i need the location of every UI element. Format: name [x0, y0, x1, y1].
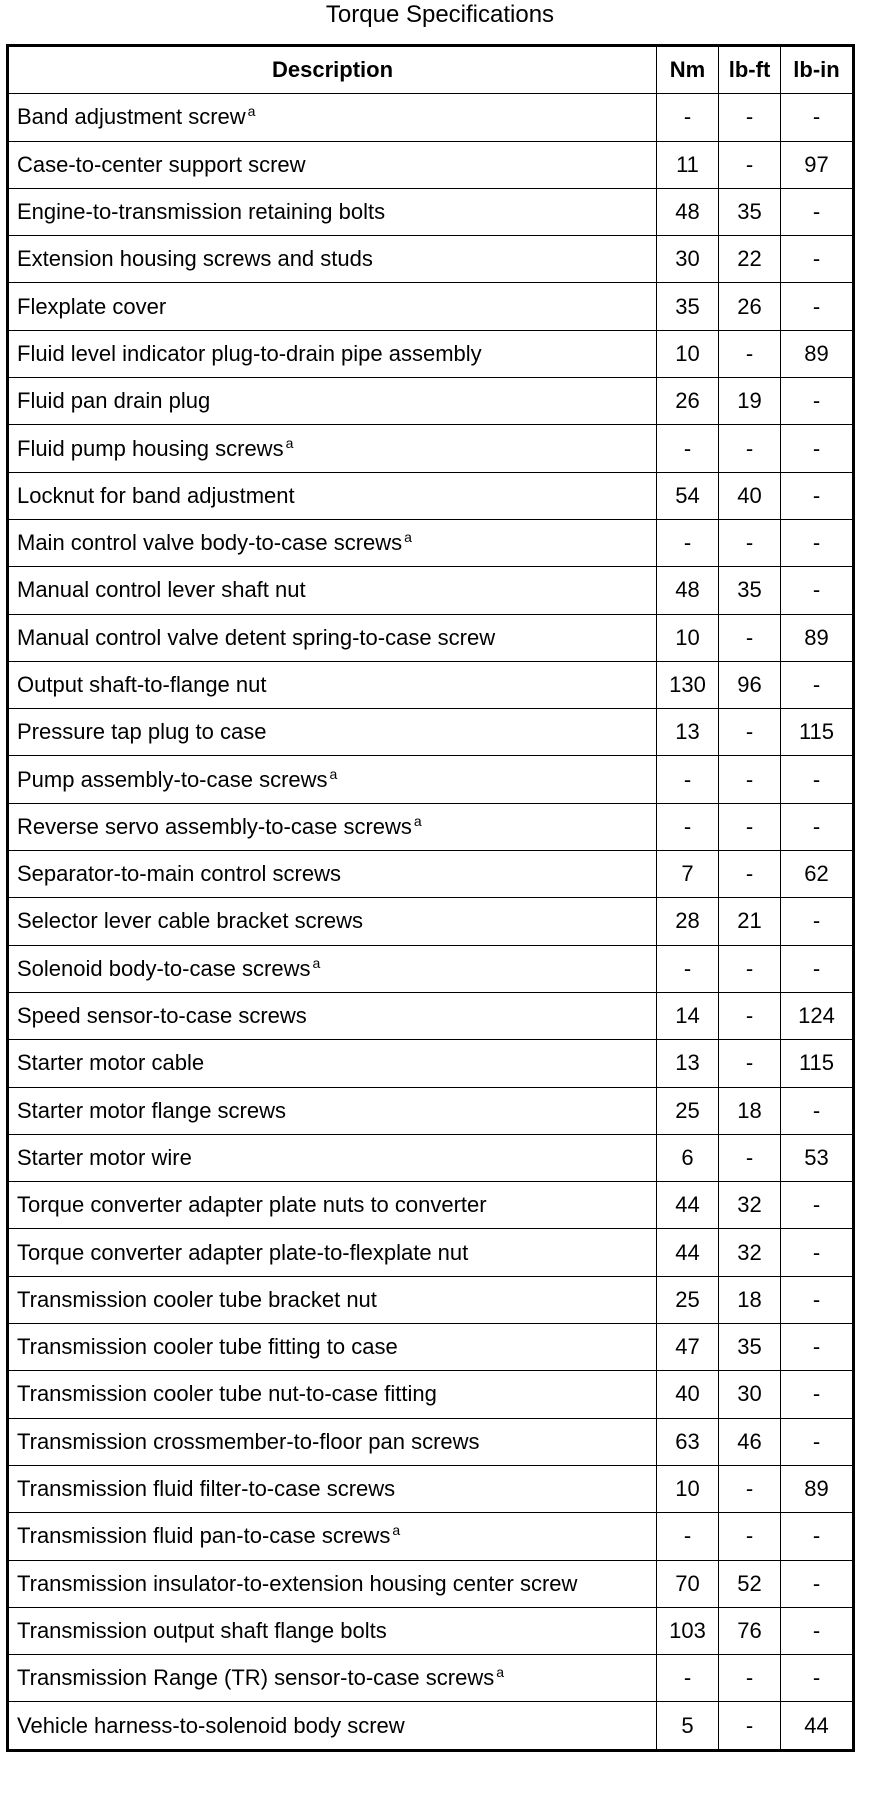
row-description: Fluid level indicator plug-to-drain pipe assembly: [17, 340, 482, 366]
row-lb-in: -: [781, 472, 854, 519]
row-description: Starter motor flange screws: [17, 1097, 286, 1123]
footnote-marker: a: [413, 812, 422, 829]
table-row: [8, 1702, 854, 1750]
row-lb-ft: 35: [719, 188, 781, 235]
row-lb-in: -: [781, 94, 854, 141]
table-row: [8, 1607, 854, 1654]
row-description: Transmission Range (TR) sensor-to-case screws: [17, 1665, 495, 1691]
row-lb-ft: -: [719, 425, 781, 472]
row-lb-in: -: [781, 188, 854, 235]
table-row: [8, 1134, 854, 1181]
table-row: [8, 1040, 854, 1087]
table-row: [8, 898, 854, 945]
table-row: [8, 283, 854, 330]
table-row: [8, 1182, 854, 1229]
row-nm: 44: [657, 1182, 719, 1229]
row-nm: 130: [657, 661, 719, 708]
row-lb-ft: -: [719, 614, 781, 661]
row-lb-ft: 32: [719, 1229, 781, 1276]
header-lb-in: lb-in: [781, 46, 854, 94]
row-lb-in: -: [781, 1560, 854, 1607]
row-lb-in: -: [781, 1276, 854, 1323]
page-title: Torque Specifications: [325, 1, 555, 28]
row-description: Fluid pan drain plug: [17, 388, 211, 414]
row-description: Starter motor cable: [17, 1050, 205, 1076]
row-lb-in: -: [781, 1655, 854, 1702]
row-description-cell: [8, 283, 657, 330]
table-row: [8, 236, 854, 283]
row-lb-in: 115: [781, 709, 854, 756]
row-nm: 103: [657, 1607, 719, 1654]
row-lb-ft: -: [719, 1134, 781, 1181]
row-nm: 10: [657, 330, 719, 377]
table-row: [8, 425, 854, 472]
row-lb-ft: -: [719, 709, 781, 756]
row-description-cell: [8, 803, 657, 850]
row-description-cell: [8, 378, 657, 425]
row-nm: 54: [657, 472, 719, 519]
table-body: [8, 94, 854, 1750]
row-lb-ft: 35: [719, 567, 781, 614]
row-lb-in: -: [781, 1324, 854, 1371]
row-nm: 25: [657, 1087, 719, 1134]
row-description: Pump assembly-to-case screws: [17, 766, 328, 792]
row-lb-ft: 18: [719, 1276, 781, 1323]
row-description-cell: [8, 851, 657, 898]
table-row: [8, 803, 854, 850]
row-nm: -: [657, 94, 719, 141]
row-description-cell: [8, 567, 657, 614]
row-nm: 11: [657, 141, 719, 188]
row-description: Fluid pump housing screws: [17, 435, 284, 461]
row-lb-in: -: [781, 519, 854, 566]
footnote-marker: a: [247, 103, 256, 120]
row-lb-in: 97: [781, 141, 854, 188]
row-description: Selector lever cable bracket screws: [17, 908, 364, 934]
row-lb-ft: -: [719, 141, 781, 188]
table-row: [8, 378, 854, 425]
footnote-marker: a: [392, 1522, 401, 1539]
row-lb-ft: -: [719, 519, 781, 566]
row-description: Case-to-center support screw: [17, 151, 306, 177]
row-nm: 26: [657, 378, 719, 425]
row-nm: 25: [657, 1276, 719, 1323]
row-description: Pressure tap plug to case: [17, 719, 267, 745]
row-description: Transmission cooler tube fitting to case: [17, 1334, 398, 1360]
row-description-cell: [8, 1134, 657, 1181]
row-description-cell: [8, 992, 657, 1039]
row-lb-ft: 76: [719, 1607, 781, 1654]
row-description-cell: [8, 661, 657, 708]
footnote-marker: a: [404, 529, 412, 546]
row-description-cell: [8, 1182, 657, 1229]
row-description-cell: [8, 1087, 657, 1134]
row-description-cell: [8, 472, 657, 519]
row-description: Torque converter adapter plate nuts to converter: [17, 1192, 487, 1218]
row-lb-ft: 18: [719, 1087, 781, 1134]
row-description-cell: [8, 1702, 657, 1750]
row-nm: 48: [657, 567, 719, 614]
row-description-cell: [8, 94, 657, 141]
row-nm: 70: [657, 1560, 719, 1607]
table-header: [8, 46, 854, 94]
header-lb-ft: lb-ft: [719, 46, 781, 94]
row-description: Main control valve body-to-case screws: [17, 530, 403, 556]
table-row: [8, 1324, 854, 1371]
row-description-cell: [8, 1371, 657, 1418]
row-lb-ft: 32: [719, 1182, 781, 1229]
row-nm: -: [657, 1513, 719, 1560]
row-description-cell: [8, 1418, 657, 1465]
table-row: [8, 519, 854, 566]
row-lb-in: -: [781, 1087, 854, 1134]
table-row: [8, 756, 854, 803]
row-description: Flexplate cover: [17, 293, 167, 319]
row-lb-in: -: [781, 236, 854, 283]
row-description-cell: [8, 1276, 657, 1323]
row-nm: 6: [657, 1134, 719, 1181]
row-lb-in: 53: [781, 1134, 854, 1181]
row-description: Separator-to-main control screws: [17, 861, 342, 887]
row-lb-ft: 52: [719, 1560, 781, 1607]
row-description: Solenoid body-to-case screws: [17, 955, 311, 981]
row-description: Output shaft-to-flange nut: [17, 672, 267, 697]
header-nm: Nm: [657, 46, 719, 94]
table-row: [8, 1087, 854, 1134]
row-lb-ft: -: [719, 992, 781, 1039]
row-nm: -: [657, 425, 719, 472]
table-row: [8, 330, 854, 377]
row-nm: 28: [657, 898, 719, 945]
row-lb-ft: 96: [719, 661, 781, 708]
footnote-marker: a: [312, 954, 321, 971]
row-description: Transmission cooler tube nut-to-case fitting: [17, 1381, 437, 1407]
row-description-cell: [8, 614, 657, 661]
header-description: Description: [8, 46, 657, 94]
row-lb-in: -: [781, 898, 854, 945]
footnote-marker: a: [496, 1664, 504, 1681]
row-lb-in: -: [781, 1229, 854, 1276]
row-description-cell: [8, 945, 657, 992]
row-lb-in: -: [781, 1513, 854, 1560]
table-row: [8, 614, 854, 661]
row-description: Extension housing screws and studs: [17, 246, 373, 272]
table-row: [8, 945, 854, 992]
row-nm: 13: [657, 1040, 719, 1087]
row-description-cell: [8, 330, 657, 377]
row-lb-ft: 35: [719, 1324, 781, 1371]
table-row: [8, 141, 854, 188]
row-description: Band adjustment screw: [17, 104, 246, 130]
row-lb-in: -: [781, 425, 854, 472]
row-nm: -: [657, 756, 719, 803]
row-description-cell: [8, 1560, 657, 1607]
row-description-cell: [8, 188, 657, 235]
row-lb-in: 89: [781, 330, 854, 377]
torque-spec-table: [6, 44, 855, 1752]
row-lb-ft: 26: [719, 283, 781, 330]
row-lb-ft: -: [719, 94, 781, 141]
row-nm: 30: [657, 236, 719, 283]
row-lb-in: -: [781, 567, 854, 614]
row-description: Transmission crossmember-to-floor pan screws: [17, 1428, 480, 1454]
row-description-cell: [8, 1324, 657, 1371]
row-description: Vehicle harness-to-solenoid body screw: [17, 1712, 405, 1738]
row-lb-in: -: [781, 756, 854, 803]
row-lb-in: 124: [781, 992, 854, 1039]
table-row: [8, 1229, 854, 1276]
row-lb-ft: -: [719, 756, 781, 803]
row-nm: -: [657, 1655, 719, 1702]
table-row: [8, 1465, 854, 1512]
row-nm: 48: [657, 188, 719, 235]
row-description-cell: [8, 519, 657, 566]
row-nm: 40: [657, 1371, 719, 1418]
row-lb-ft: 46: [719, 1418, 781, 1465]
row-lb-in: -: [781, 661, 854, 708]
row-nm: -: [657, 945, 719, 992]
table-row: [8, 1418, 854, 1465]
table-row: [8, 1560, 854, 1607]
row-description-cell: [8, 141, 657, 188]
table-row: [8, 1655, 854, 1702]
row-lb-ft: -: [719, 851, 781, 898]
row-description-cell: [8, 898, 657, 945]
row-description-cell: [8, 1513, 657, 1560]
footnote-marker: a: [329, 765, 338, 782]
row-lb-in: -: [781, 1418, 854, 1465]
row-lb-in: -: [781, 378, 854, 425]
row-description: Transmission insulator-to-extension housing center screw: [17, 1570, 578, 1596]
row-description: Manual control lever shaft nut: [17, 577, 306, 603]
row-lb-in: -: [781, 803, 854, 850]
table-row: [8, 1276, 854, 1323]
row-lb-in: -: [781, 945, 854, 992]
table-row: [8, 709, 854, 756]
row-lb-ft: -: [719, 803, 781, 850]
row-nm: 7: [657, 851, 719, 898]
row-lb-in: 89: [781, 1465, 854, 1512]
row-lb-ft: 21: [719, 898, 781, 945]
table-row: [8, 472, 854, 519]
row-description: Reverse servo assembly-to-case screws: [17, 813, 412, 839]
row-description: Starter motor wire: [17, 1144, 192, 1170]
row-lb-in: 115: [781, 1040, 854, 1087]
row-description-cell: [8, 236, 657, 283]
row-description: Transmission cooler tube bracket nut: [17, 1286, 377, 1312]
table-row: [8, 188, 854, 235]
row-lb-in: 44: [781, 1702, 854, 1750]
row-lb-ft: -: [719, 1465, 781, 1512]
header-row: [8, 46, 854, 94]
row-lb-ft: -: [719, 330, 781, 377]
row-lb-ft: -: [719, 1513, 781, 1560]
row-description: Torque converter adapter plate-to-flexplate nut: [17, 1239, 469, 1265]
row-lb-in: 62: [781, 851, 854, 898]
row-description: Transmission fluid filter-to-case screws: [17, 1476, 396, 1502]
row-description-cell: [8, 709, 657, 756]
row-nm: 63: [657, 1418, 719, 1465]
row-description-cell: [8, 1607, 657, 1654]
row-lb-ft: -: [719, 1702, 781, 1750]
row-description: Engine-to-transmission retaining bolts: [17, 199, 386, 225]
row-nm: -: [657, 803, 719, 850]
row-lb-in: -: [781, 1182, 854, 1229]
row-nm: 10: [657, 1465, 719, 1512]
row-nm: 14: [657, 992, 719, 1039]
row-nm: 5: [657, 1702, 719, 1750]
row-nm: 35: [657, 283, 719, 330]
footnote-marker: a: [285, 434, 294, 451]
table-row: [8, 992, 854, 1039]
row-lb-ft: 19: [719, 378, 781, 425]
row-description-cell: [8, 1040, 657, 1087]
row-lb-in: 89: [781, 614, 854, 661]
row-lb-in: -: [781, 1607, 854, 1654]
table-row: [8, 1513, 854, 1560]
row-description: Locknut for band adjustment: [17, 482, 295, 508]
table-row: [8, 851, 854, 898]
row-nm: 10: [657, 614, 719, 661]
row-description-cell: [8, 1465, 657, 1512]
row-description: Transmission fluid pan-to-case screws: [17, 1523, 391, 1549]
row-description-cell: [8, 756, 657, 803]
row-nm: -: [657, 519, 719, 566]
row-lb-in: -: [781, 1371, 854, 1418]
table-row: [8, 94, 854, 141]
row-nm: 47: [657, 1324, 719, 1371]
row-lb-ft: 30: [719, 1371, 781, 1418]
row-description: Manual control valve detent spring-to-case screw: [17, 624, 496, 650]
row-lb-ft: -: [719, 945, 781, 992]
table-row: [8, 567, 854, 614]
row-nm: 13: [657, 709, 719, 756]
row-lb-ft: 40: [719, 472, 781, 519]
row-description: Transmission output shaft flange bolts: [17, 1617, 387, 1643]
row-nm: 44: [657, 1229, 719, 1276]
table-row: [8, 1371, 854, 1418]
row-description-cell: [8, 1655, 657, 1702]
row-lb-ft: -: [719, 1655, 781, 1702]
row-lb-ft: -: [719, 1040, 781, 1087]
row-description: Speed sensor-to-case screws: [17, 1003, 307, 1029]
row-description-cell: [8, 425, 657, 472]
row-description-cell: [8, 1229, 657, 1276]
row-lb-ft: 22: [719, 236, 781, 283]
table-row: [8, 661, 854, 708]
row-lb-in: -: [781, 283, 854, 330]
